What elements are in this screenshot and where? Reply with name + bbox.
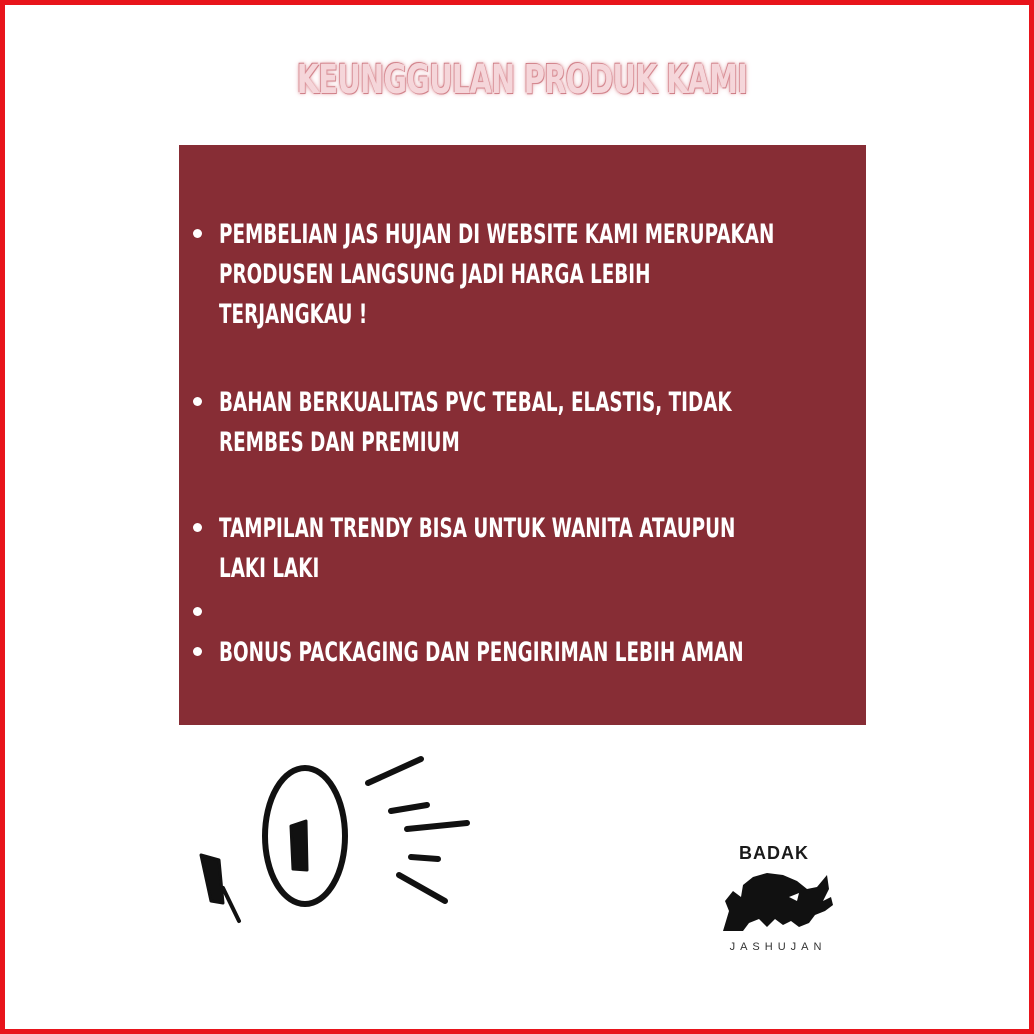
feature-text: PEMBELIAN JAS HUJAN DI WEBSITE KAMI MERUPAKAN PRODUSEN LANGSUNG JADI HARGA LEBIH TERJANGKAU ! <box>219 219 775 330</box>
features-panel <box>179 145 866 725</box>
feature-text: BONUS PACKAGING DAN PENGIRIMAN LEBIH AMAN <box>219 637 744 668</box>
bullet-icon <box>193 397 202 406</box>
megaphone-icon <box>183 743 483 933</box>
feature-text: TAMPILAN TRENDY BISA UNTUK WANITA ATAUPUN LAKI LAKI <box>219 513 736 584</box>
bullet-icon <box>193 523 202 532</box>
headline: KEUNGGULAN PRODUK KAMI <box>296 57 748 103</box>
rhino-icon <box>719 867 837 937</box>
brand-logo <box>713 837 843 967</box>
logo-top-text: BADAK <box>739 843 809 863</box>
logo-bottom-text: JASHUJAN <box>729 941 827 953</box>
bullet-icon <box>193 229 202 238</box>
bullet-icon <box>193 647 202 656</box>
feature-text: BAHAN BERKUALITAS PVC TEBAL, ELASTIS, TIDAK REMBES DAN PREMIUM <box>219 387 732 458</box>
bullet-icon <box>193 607 202 616</box>
